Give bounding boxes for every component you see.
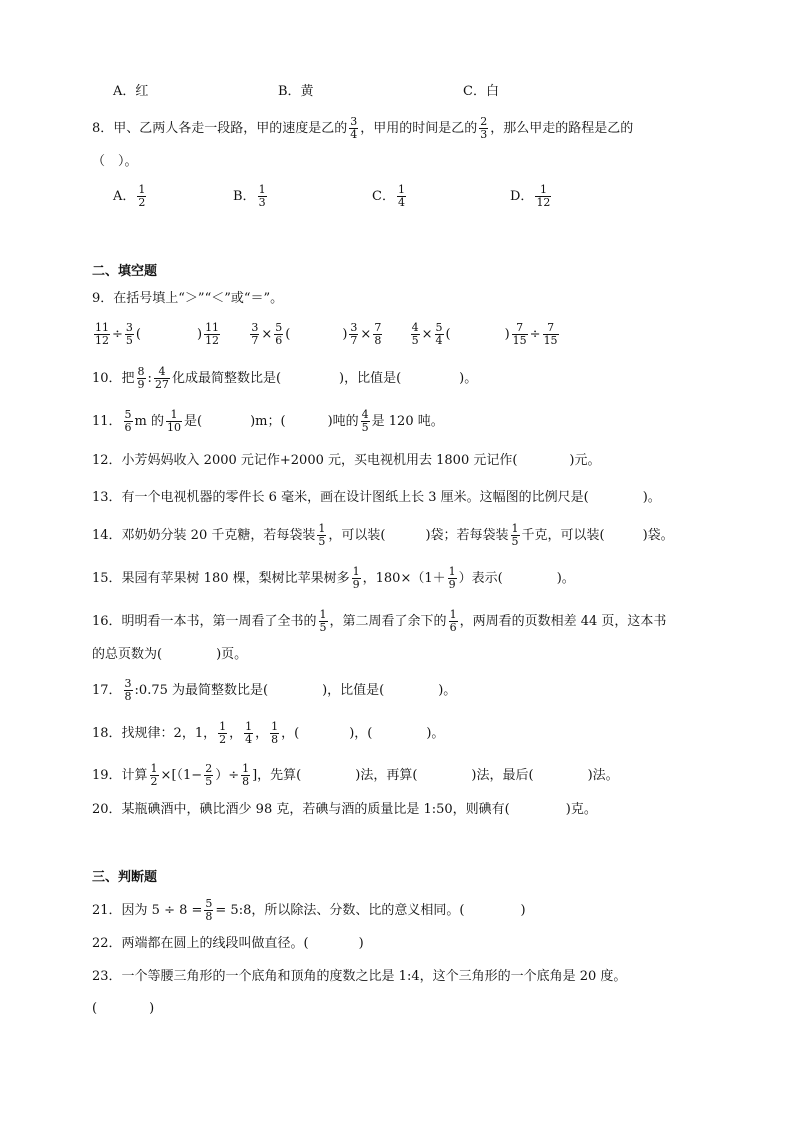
question-22: 22．两端都在圆上的线段叫做直径。( ) xyxy=(92,936,364,951)
question-14: 14．邓奶奶分装 20 千克糖，若每袋装 $\frac{1}{5}$ ，可以装( )袋；若每袋装 $\frac{1}{5}$ 千克，可以装( )袋。 xyxy=(92,522,674,548)
question-8 xyxy=(92,116,633,141)
question-9: 9．在括号填上“＞”“＜”或“＝”。 xyxy=(92,291,284,306)
q9-blank-3[interactable]: ( xyxy=(445,327,451,342)
question-23: 23．一个等腰三角形的一个底角和顶角的度数之比是 1:4，这个三角形的一个底角是 20 度。 xyxy=(92,969,627,984)
question-19: 19．计算 $\frac{1}{2}$ ×[（1− $\frac{2}{5}$ ）÷ $\frac{1}{8}$ ]，先算( )法，再算( )法，最后( )法。 xyxy=(92,762,619,788)
q8-option-b[interactable]: B． $\frac{1}{3}$ xyxy=(233,183,266,209)
question-15: 15．果园有苹果树 180 棵，梨树比苹果树多 $\frac{1}{9}$ ，180×（1＋ $\frac{1}{9}$ ）表示( )。 xyxy=(92,565,575,591)
question-11: 11． $\frac{5}{6}$ m 的 $\frac{1}{10}$ 是( )m；( )吨的 $\frac{4}{5}$ 是 120 吨。 xyxy=(92,408,444,434)
question-16-line-2: 的总页数为( )页。 xyxy=(92,647,248,662)
option-a[interactable]: A．红 xyxy=(113,84,149,99)
question-10: 10．把 $\frac{8}{9}$ : $\frac{4}{27}$ 化成最简整数比是( )，比值是( )。 xyxy=(92,365,478,391)
q8-answer-blank[interactable]: （ ）。 xyxy=(92,154,138,169)
q9-expressions: $\frac{11}{12}$ ÷ $\frac{3}{5}$ ( ) $\frac{11}{12}$ $\frac{3}{7}$ × $\frac{5}{6}$ ( ) $\frac{3}{7}$ × $\frac{7}{8}$ $\frac{4}{5}$ × $\frac{5}{4}$ ( ) $\frac{7}{15}$ ÷ $\frac{7}{15}$ xyxy=(95,321,558,347)
question-13: 13．有一个电视机器的零件长 6 毫米，画在设计图纸上长 3 厘米。这幅图的比例尺是( )。 xyxy=(92,490,661,505)
fraction: $\frac{2}{3}$ xyxy=(480,115,488,141)
q8-option-c[interactable]: C． $\frac{1}{4}$ xyxy=(372,183,405,209)
question-17: 17． $\frac{3}{8}$ :0.75 为最简整数比是( )，比值是( )。 xyxy=(92,677,457,703)
question-12: 12．小芳妈妈收入 2000 元记作+2000 元，买电视机用去 1800 元记作( )元。 xyxy=(92,453,601,468)
option-b[interactable]: B．黄 xyxy=(278,84,314,99)
q8-option-a[interactable]: A． $\frac{1}{2}$ xyxy=(113,183,146,209)
q8-text-2: ，甲用的时间是乙的 xyxy=(360,121,478,136)
fraction: $\frac{3}{4}$ xyxy=(350,115,358,141)
question-16: 16．明明看一本书，第一周看了全书的 $\frac{1}{5}$ ，第二周看了余下的 $\frac{1}{6}$ ，两周看的页数相差 44 页，这本书 xyxy=(92,608,667,634)
q9-blank-2[interactable]: ( xyxy=(285,327,291,342)
section-title-fill-blank: 二、填空题 xyxy=(92,264,158,279)
question-18: 18．找规律：2，1， $\frac{1}{2}$ ， $\frac{1}{4}$ ， $\frac{1}{8}$ ，( )，( )。 xyxy=(92,720,445,746)
q23-answer-blank[interactable]: ( ) xyxy=(92,1001,155,1016)
q8-text-3: ，那么甲走的路程是乙的 xyxy=(490,121,634,136)
option-c[interactable]: C．白 xyxy=(463,84,499,99)
question-20: 20．某瓶碘酒中，碘比酒少 98 克，若碘与酒的质量比是 1:50，则碘有( )克。 xyxy=(92,802,597,817)
q9-blank-1[interactable]: ( xyxy=(135,327,141,342)
question-21: 21．因为 5 ÷ 8 = $\frac{5}{8}$ = 5:8，所以除法、分数、比的意义相同。( ) xyxy=(92,897,526,923)
q8-option-d[interactable]: D． $\frac{1}{12}$ xyxy=(510,183,551,209)
section-title-true-false: 三、判断题 xyxy=(92,870,158,885)
q8-text-1: 8．甲、乙两人各走一段路，甲的速度是乙的 xyxy=(92,121,348,136)
